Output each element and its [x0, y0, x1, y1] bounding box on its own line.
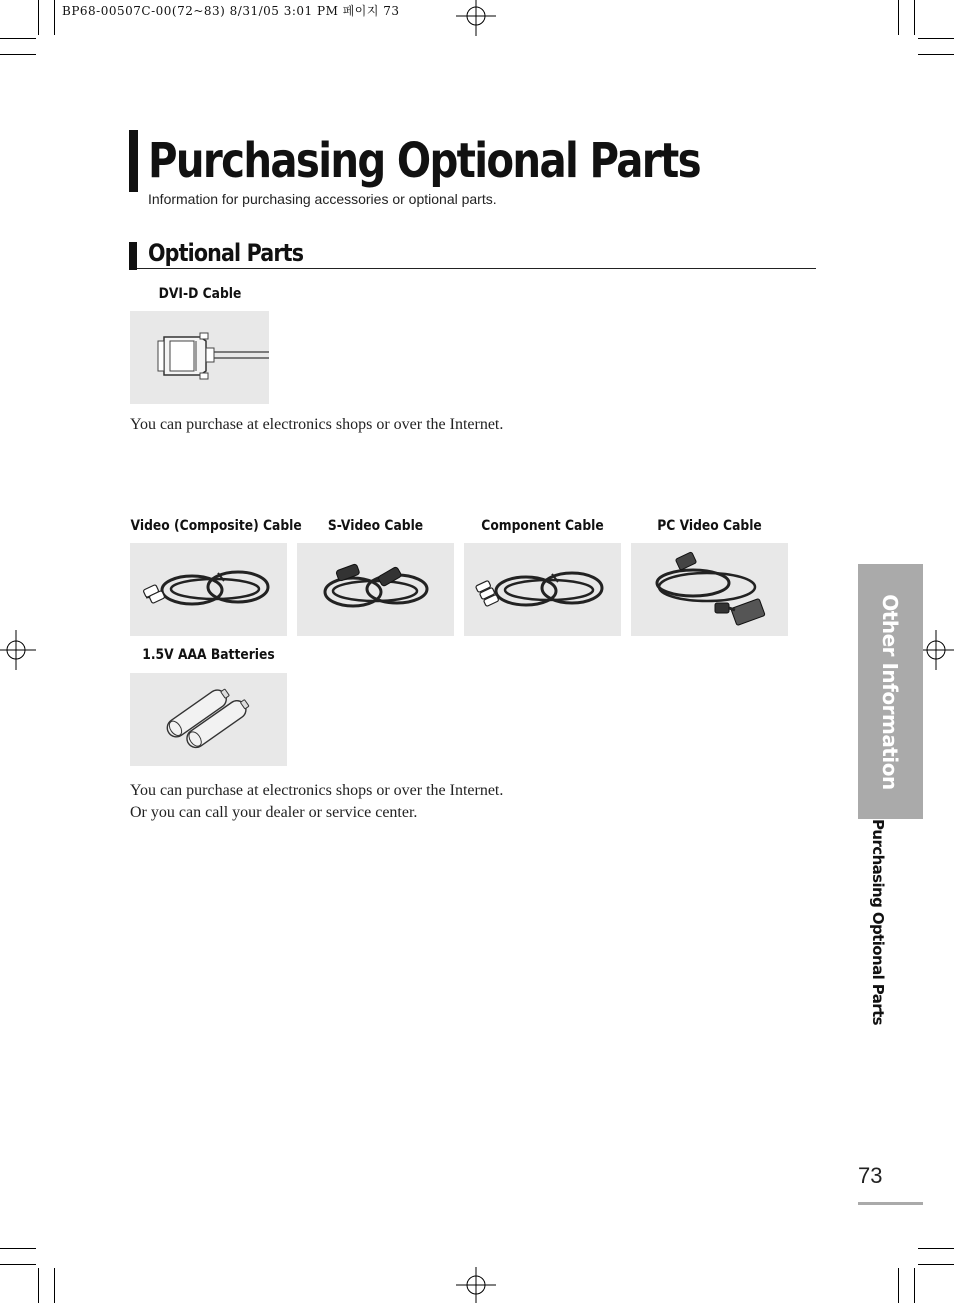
component-cable-icon	[464, 543, 621, 636]
section-bar	[129, 242, 137, 270]
section-title: Optional Parts	[148, 239, 304, 267]
crop-mark	[0, 38, 36, 39]
dvi-cable-icon	[130, 311, 269, 404]
svideo-cable-icon	[297, 543, 454, 636]
dvi-note: You can purchase at electronics shops or over the Internet.	[130, 416, 504, 433]
page-title: Purchasing Optional Parts	[148, 133, 700, 189]
page-number-rule	[858, 1202, 923, 1205]
component-cable-label: Component Cable	[481, 518, 604, 534]
dvi-cable-label: DVI-D Cable	[158, 286, 242, 302]
crop-mark	[0, 1264, 36, 1265]
component-cable-photo	[464, 543, 621, 636]
title-bar	[129, 130, 138, 192]
composite-cable-photo	[130, 543, 287, 636]
running-section-title: Purchasing Optional Parts	[869, 819, 887, 1025]
crop-mark	[0, 54, 36, 55]
registration-mark-icon	[456, 0, 496, 40]
batteries-icon	[130, 673, 287, 766]
accessories-note-line-1: You can purchase at electronics shops or over the Internet.	[130, 782, 504, 799]
registration-mark-icon	[0, 630, 40, 670]
crop-mark	[898, 1268, 899, 1303]
svideo-cable-photo	[297, 543, 454, 636]
section-rule	[137, 268, 816, 269]
chapter-tab-label: Other Information	[878, 593, 902, 790]
crop-mark	[54, 1268, 55, 1303]
crop-mark	[0, 1248, 36, 1249]
crop-mark	[918, 38, 954, 39]
crop-mark	[914, 1268, 915, 1303]
crop-mark	[38, 1268, 39, 1303]
composite-cable-label: Video (Composite) Cable	[130, 518, 302, 534]
crop-mark	[898, 0, 899, 35]
print-slug: BP68-00507C-00(72~83) 8/31/05 3:01 PM 페이지 73	[62, 4, 400, 18]
crop-mark	[918, 1264, 954, 1265]
pc-video-cable-label: PC Video Cable	[657, 518, 762, 534]
accessories-note-line-2: Or you can call your dealer or service center.	[130, 804, 418, 821]
registration-mark-icon	[456, 1263, 496, 1303]
dvi-cable-photo	[130, 311, 269, 404]
crop-mark	[914, 0, 915, 35]
pc-video-cable-photo	[631, 543, 788, 636]
crop-mark	[38, 0, 39, 35]
chapter-tab	[858, 564, 923, 819]
crop-mark	[54, 0, 55, 35]
composite-cable-icon	[130, 543, 287, 636]
page-subtitle: Information for purchasing accessories or optional parts.	[148, 191, 497, 207]
crop-mark	[918, 54, 954, 55]
page-number: 73	[858, 1163, 883, 1188]
batteries-photo	[130, 673, 287, 766]
crop-mark	[918, 1248, 954, 1249]
batteries-label: 1.5V AAA Batteries	[142, 647, 275, 663]
pc-video-cable-icon	[631, 543, 788, 636]
svideo-cable-label: S-Video Cable	[327, 518, 424, 534]
